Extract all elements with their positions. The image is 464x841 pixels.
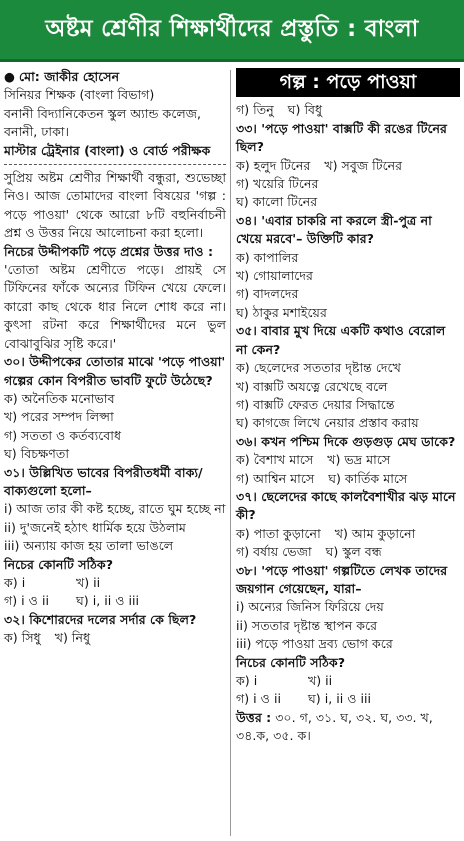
left-column [4, 68, 226, 648]
stimulus-text: 'তোতা অষ্টম শ্রেণীতে পড়ে। প্রায়ই সে টিফিনের ফাঁকে অন্যের টিফিন খেয়ে ফেলে। কারো কাছ থেকে ধার নিলে শোধ করে না। কুৎসা রটনা করে শিক্ষার্থীদের মনে ভুল বোঝাবুঝির সৃষ্টি করে।' [4, 262, 226, 351]
q32-options-row [236, 101, 460, 119]
q32-option: ঘ) বিধু [287, 102, 323, 118]
intro-paragraph: সুপ্রিয় অষ্টম শ্রেণীর শিক্ষার্থী বন্ধুরা, শুভেচ্ছা নিও। আজ তোমাদের বাংলা বিষয়ের 'গল্প : পড়ে পাওয়া' থেকে আরো ৮টি বহুনির্বাচনী প্রশ্ন ও উত্তর নিয়ে আলোচনা করা হলো। [4, 170, 226, 241]
q36-options-row [236, 451, 460, 469]
q38-which-correct: নিচের কোনটি সঠিক? [236, 654, 345, 670]
right-column [236, 68, 460, 746]
q36-option: খ) ভদ্র মাসে [327, 452, 391, 468]
q33-option: ঘ) কালো টিনের [236, 194, 318, 210]
question-31: ৩১। উল্লিখিত ভাবের বিপরীতধর্মী বাক্য/ বাক্যগুলো হলো– [4, 464, 203, 498]
q37-option: গ) বর্ষায় ভেজা [236, 544, 312, 560]
stimulus-heading: নিচের উদ্দীপকটি পড়ে প্রশ্নের উত্তর দাও : [4, 243, 213, 259]
q31-option: ঘ) i, ii ও iii [76, 593, 139, 609]
question-33: ৩৩। 'পড়ে পাওয়া' বাক্সটি কী রঙের টিনের ছিল? [236, 120, 447, 155]
q33-option: খ) সবুজ টিনের [324, 157, 403, 173]
q30-option: ঘ) বিচক্ষণতা [4, 446, 70, 462]
answer-label: উত্তর : [236, 709, 272, 725]
q30-option: গ) সততা ও কর্তব্যবোধ [4, 427, 122, 443]
q38-option: খ) ii [308, 673, 333, 688]
q31-options-row [4, 592, 226, 610]
dashed-divider [4, 164, 226, 165]
page-banner [0, 0, 464, 62]
question-36: ৩৬। কখন পশ্চিম দিকে গুড়গুড় মেঘ ডাকে? [236, 433, 456, 449]
question-34: ৩৪। 'এবার চাকরি না করলে স্ত্রী-পুত্র না খেয়ে মরবে'– উক্তিটি কার? [236, 212, 432, 247]
q37-option: ঘ) স্কুল বন্ধ [325, 544, 382, 560]
q38-option: গ) i ও ii [236, 691, 281, 707]
q37-options-row [236, 525, 460, 543]
bullet-icon: ● [4, 69, 15, 84]
q31-options-row [4, 574, 226, 592]
q35-option: খ) বাক্সটি অযত্নে রেখেছে বলে [236, 378, 388, 394]
q32-option: খ) নিধু [54, 630, 91, 646]
q38-option: ক) i [236, 673, 258, 688]
q31-statement: iii) অন্যায় কাজ হয় তালা ভাঙলে [4, 538, 174, 554]
q38-options-row [236, 690, 460, 708]
author-name: মো: জাকীর হোসেন [19, 69, 120, 84]
q37-option: খ) আম কুড়ানো [334, 525, 416, 541]
column-divider [230, 70, 231, 836]
author-name-line [4, 68, 226, 86]
q31-statement: i) আজ তার কী কষ্ট হচ্ছে, রাতে ঘুম হচ্ছে না [4, 501, 226, 517]
q33-option: গ) খয়েরি টিনের [236, 176, 319, 192]
author-title: সিনিয়র শিক্ষক (বাংলা বিভাগ) [4, 87, 155, 103]
q38-statement: ii) সততার দৃষ্টান্ত স্থাপন করে [236, 617, 378, 633]
banner-title: অষ্টম শ্রেণীর শিক্ষার্থীদের প্রস্তুতি : বাংলা [45, 16, 419, 42]
question-37: ৩৭। ছেলেদের কাছে কালবৈশাখীর ঝড় মানে কী? [236, 488, 456, 523]
q38-options-row [236, 672, 460, 690]
q31-which-correct: নিচের কোনটি সঠিক? [4, 556, 113, 572]
q34-option: ঘ) ঠাকুর মশাইয়ের [236, 304, 327, 320]
q38-option: ঘ) i, ii ও iii [308, 691, 371, 707]
author-role: মাস্টার ট্রেইনার (বাংলা) ও বোর্ড পরীক্ষক [4, 142, 211, 158]
q36-option: ক) বৈশাখ মাসে [236, 452, 314, 468]
q35-option: গ) বাক্সটি ফেরত দেয়ার সিদ্ধান্তে [236, 396, 395, 412]
question-32: ৩২। কিশোরদের দলের সর্দার কে ছিল? [4, 611, 197, 627]
q38-statement: i) অন্যের জিনিস ফিরিয়ে দেয় [236, 599, 384, 615]
q37-options-row [236, 543, 460, 561]
q32-options-row [4, 629, 226, 647]
question-30: ৩০। উদ্দীপকের তোতার মাঝে 'পড়ে পাওয়া' গল্পের কোন বিপরীত ভাবটি ফুটে উঠেছে? [4, 354, 226, 388]
q30-option: ক) অনৈতিক মনোভাব [4, 390, 115, 406]
q31-option: খ) ii [76, 574, 101, 590]
q36-options-row [236, 470, 460, 488]
answer-text: ৩০. গ, ৩১. ঘ, ৩২. ঘ, ৩৩. খ, ৩৪.ক, ৩৫. ক। [236, 709, 433, 744]
q32-option: ক) সিধু [4, 630, 41, 646]
q34-option: ক) কাপালির [236, 249, 299, 265]
q38-statement: iii) পড়ে পাওয়া দ্রব্য ভোগ করে [236, 636, 393, 652]
q36-option: গ) আশ্বিন মাসে [236, 470, 315, 486]
author-block [4, 68, 226, 160]
q30-option: খ) পরের সম্পদ লিপ্সা [4, 409, 114, 425]
question-38: ৩৮। 'পড়ে পাওয়া' গল্পটিতে লেখক তাদের জয়গান গেয়েছেন, যারা– [236, 562, 448, 596]
q32-option: গ) তিনু [236, 102, 274, 118]
section-title: গল্প : পড়ে পাওয়া [236, 68, 460, 97]
q33-options-row [236, 157, 460, 175]
q31-option: গ) i ও ii [4, 593, 49, 609]
q31-option: ক) i [4, 574, 26, 590]
q37-option: ক) পাতা কুড়ানো [236, 525, 321, 541]
q36-option: ঘ) কার্তিক মাসে [328, 470, 408, 486]
q35-option: ঘ) কাগজে লিখে নেয়ার প্রস্তাব করায় [236, 415, 419, 431]
author-institution: বনানী বিদ্যানিকেতন স্কুল অ্যান্ড কলেজ, বনানী, ঢাকা। [4, 105, 202, 140]
q34-option: গ) বাদলদের [236, 286, 299, 302]
q31-statement: ii) দু'জনেই হঠাৎ ধার্মিক হয়ে উঠলাম [4, 519, 186, 535]
q33-option: ক) হলুদ টিনের [236, 157, 311, 173]
question-35: ৩৫। বাবার মুখ দিয়ে একটি কথাও বেরোল না কেন? [236, 323, 446, 357]
q34-option: খ) গোয়ালাদের [236, 268, 313, 284]
answer-key [236, 709, 460, 746]
q35-option: ক) ছেলেদের সততার দৃষ্টান্ত দেখে [236, 360, 401, 376]
